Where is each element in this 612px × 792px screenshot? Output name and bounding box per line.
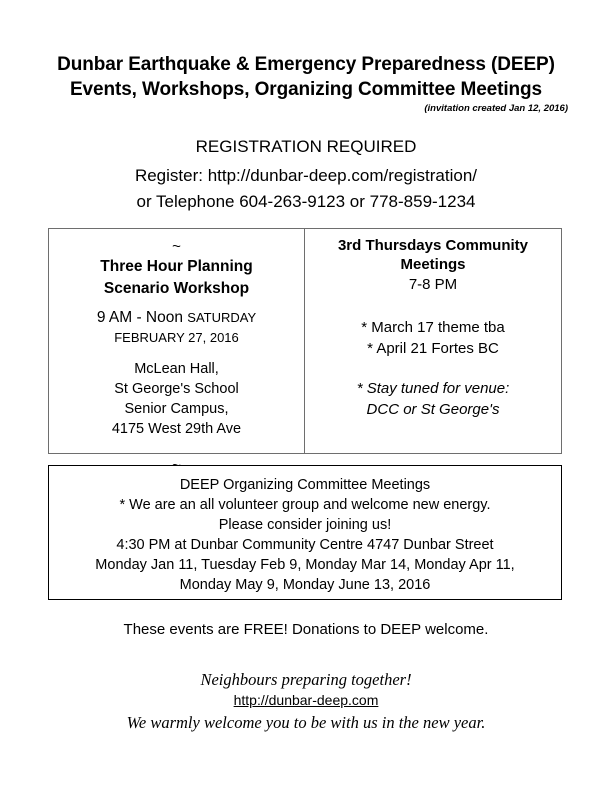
tilde-ornament-top: ~ [172,238,181,255]
community-meetings-title-line-1: 3rd Thursdays Community [337,237,529,254]
page-title-line-1: Dunbar Earthquake & Emergency Preparedness (DEEP) [57,54,555,75]
workshop-time [49,307,304,328]
community-meetings-title-line-2: Meetings [400,256,466,273]
organizing-committee-line: 4:30 PM at Dunbar Community Centre 4747 Dunbar Street [116,537,494,553]
footer [0,620,612,734]
page-title-line-2: Events, Workshops, Organizing Committee Meetings [69,79,543,100]
workshop-cell [49,229,305,474]
website-link[interactable]: http://dunbar-deep.com [233,692,379,708]
organizing-committee-line: Monday Jan 11, Tuesday Feb 9, Monday Mar 14, Monday Apr 11, [95,557,515,573]
workshop-venue-line-2: St George's School [114,381,239,397]
venue-note-line-1: * Stay tuned for venue: [356,380,510,397]
registration-heading: REGISTRATION REQUIRED [195,137,417,156]
venue-note-line-2: DCC or St George's [366,401,500,418]
tagline: Neighbours preparing together! [200,670,412,689]
list-item: * March 17 theme tba [361,319,505,336]
invitation-created-note: (invitation created Jan 12, 2016) [424,103,568,114]
workshop-date: FEBRUARY 27, 2016 [114,330,239,345]
community-meetings-time: 7-8 PM [408,276,458,293]
organizing-committee-line: * We are an all volunteer group and welcome new energy. [119,497,491,513]
tilde-ornament-bottom: ~ [172,457,181,474]
registration-url-line[interactable]: Register: http://dunbar-deep.com/registration/ [134,166,478,185]
free-events-note: These events are FREE! Donations to DEEP welcome. [123,621,489,638]
registration-telephone-line: or Telephone 604-263-9123 or 778-859-1234 [136,192,476,211]
welcome-message: We warmly welcome you to be with us in the new year. [126,713,486,732]
list-item: * April 21 Fortes BC [367,340,499,357]
workshop-venue-line-4: 4175 West 29th Ave [111,421,242,437]
header [0,52,612,115]
organizing-committee-line: DEEP Organizing Committee Meetings [179,477,431,493]
organizing-committee-line: Please consider joining us! [218,517,392,533]
workshop-title-line-2: Scenario Workshop [103,280,250,297]
community-meetings-venue-note [305,378,561,420]
workshop-time-day: SATURDAY [187,310,257,325]
workshop-venue-line-1: McLean Hall, [134,361,219,377]
workshop-venue [49,359,304,439]
workshop-title-line-1: Three Hour Planning [100,258,253,275]
organizing-committee-box [48,465,562,600]
workshop-time-value: 9 AM - Noon [96,309,188,326]
workshop-venue-line-3: Senior Campus, [124,401,229,417]
community-meetings-bullets [305,317,561,359]
community-meetings-cell [305,229,561,453]
registration-section [0,135,612,215]
events-table [48,228,562,474]
organizing-committee-line: Monday May 9, Monday June 13, 2016 [179,577,431,593]
